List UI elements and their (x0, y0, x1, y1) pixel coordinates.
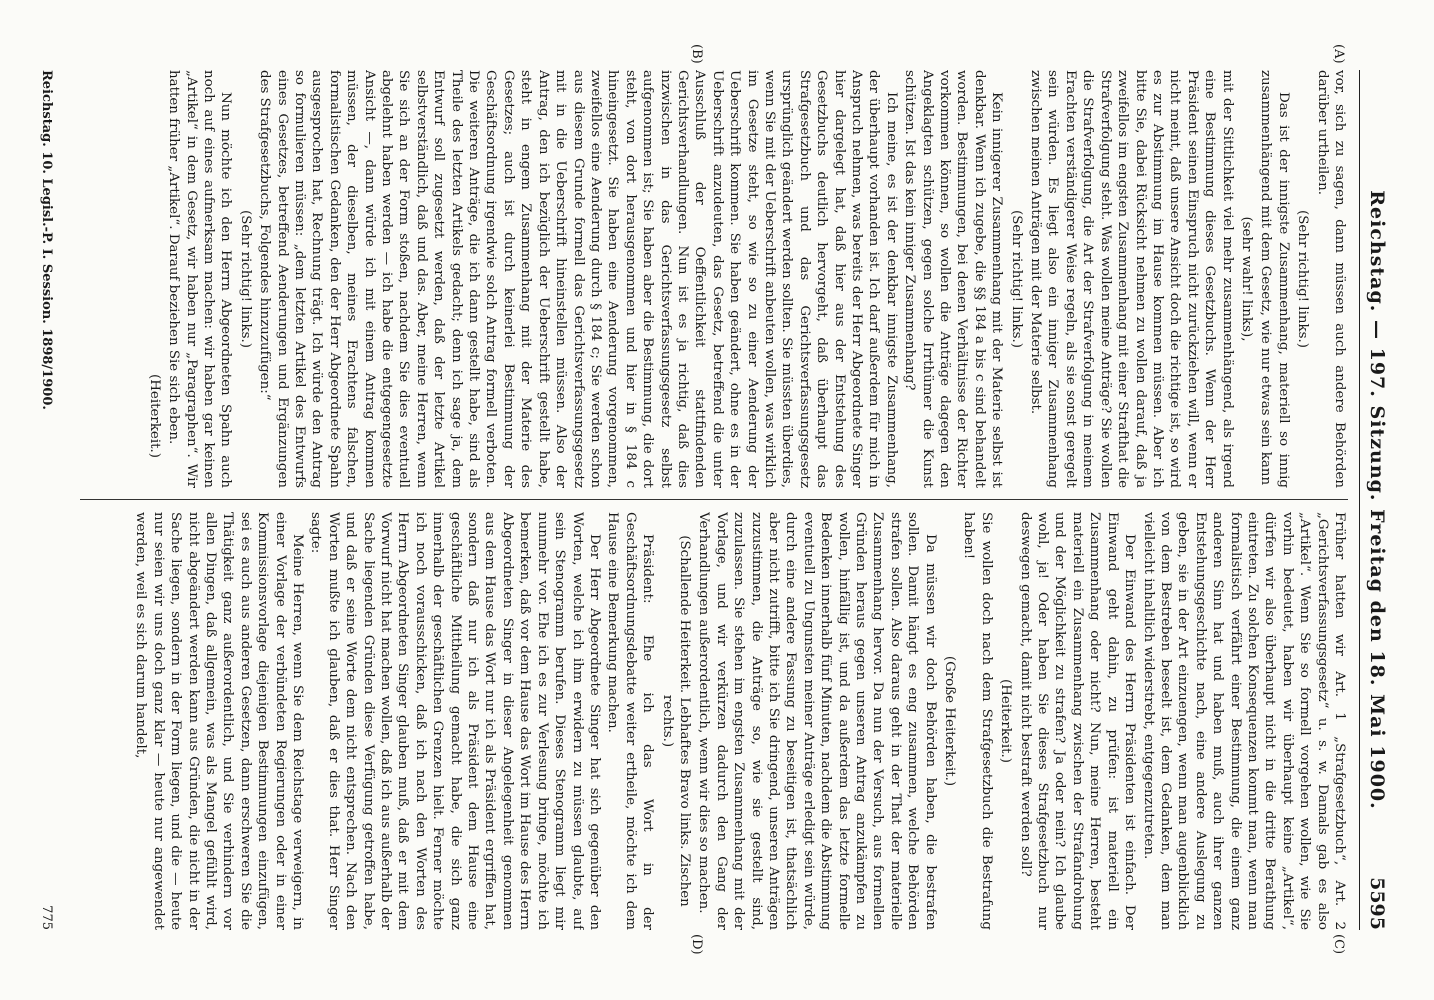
page-header (1359, 70, 1390, 930)
page-footer (30, 70, 54, 930)
interjection-remark: (sehr wahr! links), (1238, 216, 1254, 342)
text-paragraph: Der Herr Abgeordnete Singer hat sich gegenüber den Worten, welche ich ihm erwidern zu müssen glaubte, auf sein Stenogramm berufen. Dieses Stenogramm liegt mir nunmehr vor. Ehe ich es zur Verlesung bringe, möchte ich bemerken, daß vor dem Hause das Wort im Hause des Herrn Abgeordneten Singer in dieser Angelegenheit genommen aus dem Hause das Wort nur ich als Präsident ergriffen hat, sondern daß nur ich als Präsident dem Hause eine geschäftliche Mittheilung gemacht habe, die sich ganz innerhalb der geschäftlichen Grenzen hielt. Ferner möchte ich noch vorausschicken, daß ich nach den Worten des Herrn Abgeordneten Singer glauben muß, daß er mit dem Vorwurf nicht hat machen wollen, daß ich aus außerhalb der Sache liegenden Gründen diese Verfügung getroffen habe, und daß er seine Worte dem nicht entsprechen. Nach den Worten mußte ich glauben, daß er dies that. Herr Singer sagte: (308, 512, 602, 930)
interjection-remark: (Große Heiterkeit.) (942, 655, 958, 787)
interjection-remark: (Heiterkeit.) (146, 374, 162, 458)
text-paragraph: Sie wollen doch nach dem Strafgesetzbuch die Bestrafung haben! (961, 512, 994, 930)
right-text-column (70, 512, 1348, 930)
margin-mark-d: (D) (689, 934, 704, 955)
text-paragraph: Das ist der innigste Zusammenhang, materiell so innig zusammenhängend mit dem Gesetz, wie nur etwas sein kann (1258, 70, 1291, 488)
page-number: 5595 (1366, 877, 1388, 930)
margin-mark-b: (B) (689, 44, 704, 64)
text-paragraph: Präsident: Ehe ich das Wort in der Geschäftsordnungsdebatte weiter ertheile, möchte ich dem Hause eine Bemerkung machen. (605, 512, 656, 930)
footer-sheet-number: 775 (39, 905, 54, 930)
interjection-remark: (Sehr richtig! links.) (1295, 210, 1311, 348)
text-paragraph: Ich meine, es ist der denkbar innigste Zusammenhang, der überhaupt vorhanden ist. Ich darf außerdem für mich in Anspruch nehmen, was bereits der Herr Abgeordnete Singer hier dargelegt hat, daß hier aus der Entstehung des Gesetzbuchs deutlich hervorgeht, daß überhaupt das Strafgesetzbuch und das Gerichtsverfassungsgesetz ursprünglich geändert werden sollten. Sie müssten überdies, wenn Sie mit der Ueberschrift anbeuten wollen, was wirklich im Gesetze steht, so wie so zu einer Aenderung der Ueberschrift kommen. Sie haben geändert, ohne es in der Ueberschrift anzudeuten, das Gesetz, betreffend die unter Ausschluß der Oeffentlichkeit stattfindenden Gerichtsverhandlungen. Nun ist es ja richtig, daß dies inzwischen in das Gerichtsverfassungsgesetz selbst aufgenommen ist; Sie haben aber die Bestimmung, die dort steht, von dort herausgenommen und hier in § 184 c hineingesetzt. Sie haben eine Aenderung vorgenommen, zweifellos eine Aenderung durch § 184 c; Sie werden schon aus diesem Grunde formell das Gerichtsverfassungsgesetz mit in die Ueberschrift hineinstellen müssen. Also der Antrag, den ich bezüglich der Ueberschrift gestellt habe, steht in engem Zusammenhang mit der Materie des Gesetzes; auch ist durch keinerlei Bestimmung der Geschäftsordnung irgendwie solch Antrag formell verboten. Die weiteren Anträge, die ich dann gestellt habe, sind als Theile des letzten Artikels gedacht; denn ich sage ja, dem Entwurf soll zugesetzt werden, daß der letzte Artikel selbstverständlich, daß und das. Aber, meine Herren, wenn Sie sich an der Form stoßen, nachdem Sie dies eventuell abgelehnt haben werden — ich habe die entgegengesetzte Ansicht —, dann würde ich mit einem Antrag kommen müssen, der dieselben, meines Erachtens falschen, formalistischen Gedanken, den der Herr Abgeordnete Spahn ausgesprochen hat, Rechnung trägt. Ich würde den Antrag so formulieren müssen: „dem letzten Artikel des Entwurfs eines Gesetzes, betreffend Aenderungen und Ergänzungen des Strafgesetzbuchs, Folgendes hinzuzufügen:“ (257, 70, 899, 488)
text-paragraph: Nun möchte ich den Herrn Abgeordneten Spahn auch noch auf eines aufmerksam machen: wir haben gar keinen „Artikel“ in dem Gesetz, wir haben nur „Paragraphen“. Wir hatten früher „Artikel“. Darauf beziehen Sie sich eben. (166, 70, 234, 488)
interjection-remark: (Sehr richtig! links.) (237, 210, 253, 348)
text-paragraph: Kein innigerer Zusammenhang mit der Materie selbst ist denkbar. Wenn ich zugebe, die §§ 184 a bis c sind behandelt worden. Bestimmungen, bei denen Verhältnisse der Richter vorkommen können, so wollen die Anträge dagegen den Angeklagten schützen, gegen solche Irrthümer die Kunst schützen. Ist das kein inniger Zusammenhang? (902, 70, 1005, 488)
footer-session-info: Reichstag. 10. Legisl.-P. I. Session. 1898/1900. (39, 70, 54, 410)
interjection-remark: (Schallende Heiterkeit. Lebhaftes Bravo links. Zischen rechts.) (659, 535, 692, 907)
text-paragraph: mit der Sittlichkeit viel mehr zusammenhängend, als irgend eine Bestimmung dieses Gesetzbuchs. Wenn der Herr Präsident seinen Einspruch nicht zurückziehen will, wenn er nicht meint, daß unsere Ansicht doch die richtige ist, so wird es zur Abstimmung im Hause kommen müssen. Aber ich bitte Sie, dabei Rücksicht nehmen zu wollen darauf, daß ja zweifellos im engsten Zusammenhang mit einer Strafthat die Strafverfolgung steht. Was wollen meine Anträge? Sie wollen die Strafverfolgung, die Art der Strafverfolgung in meinem Erachten verständigerer Weise regeln, als sie sonst geregelt sein würden. Es liegt also ein inniger Zusammenhang zwischen meinen Anträgen mit der Materie selbst. (1028, 70, 1235, 488)
text-paragraph: Früher hatten wir Art. 1 „Strafgesetzbuch“, Art. 2 „Gerichtsverfassungsgesetz“ u. s. w. Damals gab es also „Artikel“. Wenn Sie so formell vorgehen wollen, wie Sie vorhin bedeutet, haben wir überhaupt keine „Artikel“, dürfen wir also überhaupt nicht in die dritte Berathung eintreten. Zu solchen Konsequenzen kommt man, wenn man formalistisch verfährt einer Bestimmung, die einem ganz anderen Sinn hat und haben muß, auch ihrer ganzen Entstehungsgeschichte nach, eine andere Auslegung zu geben, sie in der Art einzuengen, wenn man augenblicklich von dem Bestreben beseelt ist, dem Gedanken, dem man vielleicht inhaltlich widerstrebt, entgegenzutreten. (1140, 512, 1347, 930)
text-paragraph: Da müssen wir doch Behörden haben, die bestrafen sollen. Damit hängt es eng zusammen, welche Behörden strafen sollen. Also daraus geht in der That der materielle Zusammenhang hervor. Da nun der Versuch, aus formellen Gründen heraus gegen unseren Antrag anzukämpfen zu wollen, hinfällig ist, und da außerdem das letzte formelle Bedenken innerhalb fünf Minuten, nachdem die Abstimmung eventuell zu Ungunsten meiner Anträge erledigt sein würde, durch eine andere Fassung zu beseitigen ist, thatsächlich aber nicht zutrifft, bitte ich Sie dringend, unseren Anträgen zuzustimmen, die Anträge so, wie sie gestellt sind, zuzulassen. Sie stehen im engsten Zusammenhang mit der Vorlage, und wir verkürzen dadurch den Gang der Verhandlungen außerordentlich, wenn wir dies so machen. (696, 512, 938, 930)
interjection-remark: (Sehr richtig! links.) (1008, 210, 1024, 348)
text-paragraph: vor, sich zu sagen, dann müssen auch andere Behörden darüber urtheilen. (1314, 70, 1347, 488)
text-paragraph: Meine Herren, wenn Sie dem Reichstage verweigern, in einer Vorlage der verbündeten Regierungen oder in einer Kommissionsvorlage diejenigen Bestimmungen einzufügen, sei es auch aus anderen Gesetzen, dann erschweren Sie die Thätigkeit ganz außerordentlich, und Sie verhindern vor allen Dingen, daß allgemein, was als Mangel gefühlt wird, nicht abgeändert werden kann aus Gründen, die nicht in der Sache liegen, sondern in der Form liegen, und die — heute nur seien wir uns doch ganz klar — heute nur angewendet werden, weil es sich darum handelt, (133, 512, 306, 930)
text-paragraph: Der Einwand des Herrn Präsidenten ist einfach. Der Einwand geht dahin, zu prüfen: ist materiell ein Zusammenhang oder nicht? Nun, meine Herren, besteht materiell ein Zusammenhang zwischen der Strafandrohung und der Möglichkeit zu strafen? Ja oder nein? Ich glaube wohl, ja! Oder haben Sie dieses Strafgesetzbuch nur deswegen gemacht, damit nicht bestraft werden soll? (1017, 512, 1138, 930)
interjection-remark: (Heiterkeit.) (998, 679, 1014, 763)
margin-mark-c: (C) (1331, 934, 1346, 955)
left-text-column (70, 70, 1348, 488)
margin-mark-a: (A) (1331, 44, 1346, 64)
page-header-title: Reichstag. — 197. Sitzung. Freitag den 18. Mai 1900. (1366, 190, 1388, 810)
column-divider (80, 499, 1348, 500)
